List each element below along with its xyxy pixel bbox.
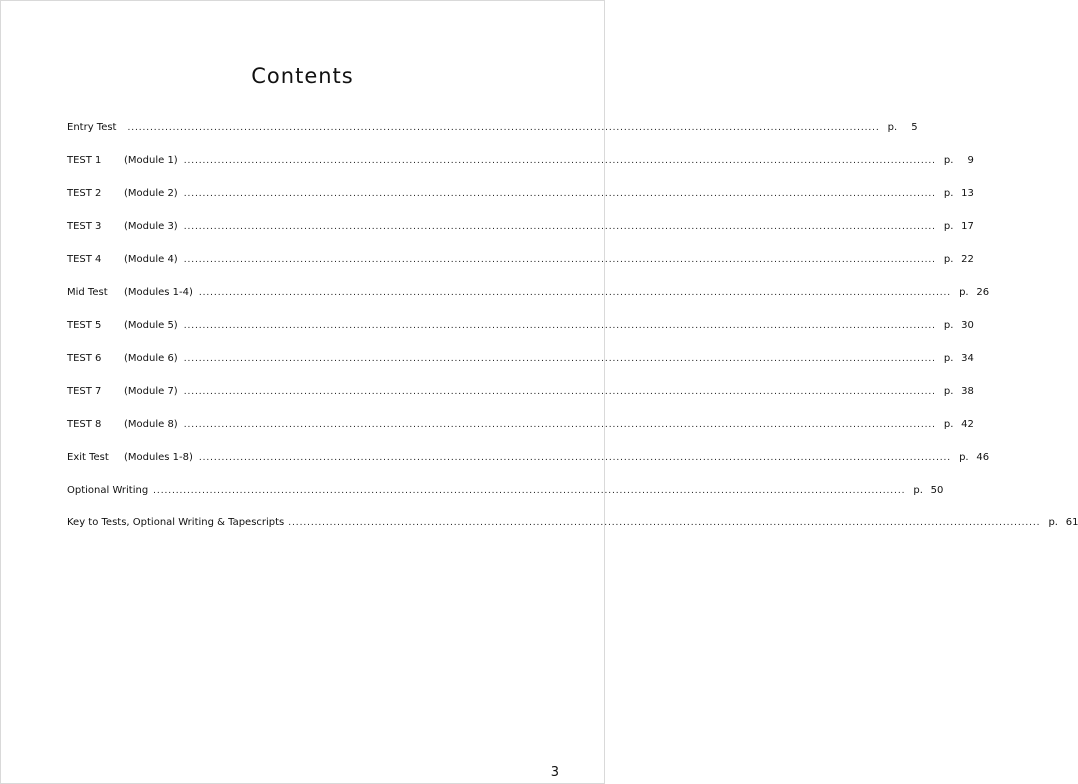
toc-row-entry-test[interactable] [67,121,918,154]
dot-leader: ........................................................................................................................................................................................................ [198,288,952,298]
toc-row-key-to-tests[interactable] [67,516,1078,549]
toc-row-test-5[interactable] [67,319,974,352]
toc-entry-page: 17 [961,221,974,232]
dot-leader: ........................................................................................................................................................................................................ [183,189,936,199]
toc-row-test-2[interactable] [67,187,974,220]
dot-leader: ........................................................................................................................................................................................................ [183,222,936,232]
toc-row-test-8[interactable] [67,418,974,451]
dot-leader: ........................................................................................................................................................................................................ [183,354,936,364]
toc-entry-module: (Module 6) [124,353,178,364]
toc-entry-name: TEST 8 [67,419,102,430]
toc-entry-module: (Module 1) [124,155,178,166]
toc-entry-page: 61 [1065,517,1078,528]
toc-entry-module: (Module 5) [124,320,178,331]
toc-entry-name: TEST 4 [67,254,102,265]
page-prefix: p. [943,419,954,430]
toc-row-exit-test[interactable] [67,451,990,484]
toc-row-optional-writing[interactable] [67,484,944,516]
toc-row-test-3[interactable] [67,220,974,253]
page-prefix: p. [943,155,954,166]
dot-leader: ........................................................................................................................................................................................................ [183,156,936,166]
table-of-contents [67,121,1078,549]
toc-row-test-7[interactable] [67,385,974,418]
toc-entry-module: (Module 7) [124,386,178,397]
toc-entry-module: (Modules 1-8) [124,452,193,463]
toc-entry-page: 50 [930,485,944,496]
toc-entry-page: 34 [961,353,974,364]
page-prefix: p. [943,254,954,265]
toc-row-test-1[interactable] [67,154,974,187]
toc-entry-page: 30 [961,320,974,331]
page-prefix: p. [913,485,923,496]
toc-entry-name: Optional Writing [67,485,149,496]
dot-leader: ........................................................................................................................................................................................................ [127,123,880,133]
toc-entry-page: 42 [961,419,974,430]
toc-entry-name: Mid Test [67,287,108,298]
toc-entry-page: 38 [961,386,974,397]
page-prefix: p. [943,188,954,199]
toc-entry-module: (Module 2) [124,188,178,199]
page-prefix: p. [943,353,954,364]
dot-leader: ........................................................................................................................................................................................................ [183,255,936,265]
dot-leader: ........................................................................................................................................................................................................ [198,453,952,463]
toc-row-test-6[interactable] [67,352,974,385]
dot-leader: ........................................................................................................................................................................................................ [288,518,1041,528]
toc-entry-name: TEST 7 [67,386,102,397]
toc-entry-page: 26 [976,287,990,298]
page-prefix: p. [943,221,954,232]
toc-entry-name: TEST 2 [67,188,102,199]
page-prefix: p. [887,122,898,133]
page-number: 3 [550,765,559,780]
toc-entry-name: Entry Test [67,122,117,133]
toc-entry-page: 22 [961,254,974,265]
toc-entry-page: 5 [911,122,918,133]
dot-leader: ........................................................................................................................................................................................................ [183,420,936,430]
page-prefix: p. [943,386,954,397]
toc-row-test-4[interactable] [67,253,974,286]
toc-entry-module: (Module 8) [124,419,178,430]
toc-entry-name: TEST 1 [67,155,102,166]
toc-entry-page: 46 [976,452,990,463]
dot-leader: ........................................................................................................................................................................................................ [183,387,936,397]
toc-entry-name: Key to Tests, Optional Writing & Tapescripts [67,517,285,528]
page-title: Contents [251,64,354,88]
toc-entry-page: 9 [967,155,974,166]
dot-leader: ........................................................................................................................................................................................................ [183,321,936,331]
page-prefix: p. [959,287,969,298]
toc-entry-name: TEST 5 [67,320,102,331]
toc-entry-module: (Module 3) [124,221,178,232]
toc-entry-name: TEST 6 [67,353,102,364]
page-prefix: p. [1048,517,1058,528]
dot-leader: ........................................................................................................................................................................................................ [153,486,906,496]
toc-entry-module: (Modules 1-4) [124,287,193,298]
toc-entry-name: TEST 3 [67,221,102,232]
page-prefix: p. [943,320,954,331]
page-prefix: p. [959,452,969,463]
toc-row-mid-test[interactable] [67,286,990,319]
toc-entry-page: 13 [961,188,974,199]
toc-entry-module: (Module 4) [124,254,178,265]
toc-entry-name: Exit Test [67,452,109,463]
